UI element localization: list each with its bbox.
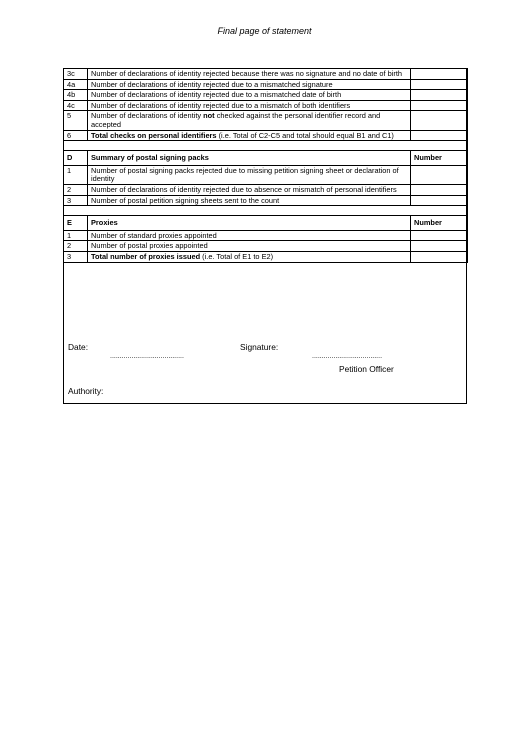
number-column-header: Number [411, 216, 468, 231]
date-label: Date: [68, 342, 89, 352]
page-title: Final page of statement [217, 26, 312, 36]
row-value [411, 100, 468, 111]
text-emphasis: not [203, 111, 215, 121]
authority-label: Authority: [68, 386, 104, 396]
table-row [64, 184, 468, 195]
row-value [411, 90, 468, 101]
section-title: Summary of postal signing packs [88, 151, 411, 166]
row-description [88, 251, 411, 262]
table-row [64, 241, 468, 252]
table-row [64, 251, 468, 262]
row-value [411, 195, 468, 206]
row-value [411, 79, 468, 90]
table-row [64, 130, 468, 141]
row-description: Number of declarations of identity rejected due to a mismatch of both identifiers [88, 100, 411, 111]
section-id: D [64, 151, 88, 166]
table-row [64, 100, 468, 111]
row-value [411, 130, 468, 141]
section-e-header [64, 216, 468, 231]
table-row [64, 69, 468, 80]
table-row [64, 111, 468, 130]
spacer-row [64, 141, 468, 151]
row-value [411, 111, 468, 130]
number-column-header: Number [411, 151, 468, 166]
row-value [411, 165, 468, 184]
row-description: Number of declarations of identity rejected due to a mismatched date of birth [88, 90, 411, 101]
text-part: Number of declarations of identity [91, 111, 204, 121]
row-id: 4b [64, 90, 88, 101]
row-description [88, 111, 411, 130]
row-id: 4c [64, 100, 88, 111]
text-emphasis: Total checks on personal identifiers [91, 130, 217, 140]
row-value [411, 241, 468, 252]
text-part: (i.e. Total of C2-C5 and total should equal B1 and C1) [216, 130, 394, 140]
row-description: Number of postal signing packs rejected due to missing petition signing sheet or declaration of identity [88, 165, 411, 184]
row-description: Number of postal proxies appointed [88, 241, 411, 252]
row-id: 2 [64, 184, 88, 195]
text-part: (i.e. Total of E1 to E2) [200, 251, 274, 261]
text-emphasis: Total number of proxies issued [91, 251, 201, 261]
spacer-row [64, 206, 468, 216]
row-value [411, 184, 468, 195]
signature-label: Signature: [240, 342, 279, 352]
row-value [411, 69, 468, 80]
row-id: 3 [64, 195, 88, 206]
row-description: Number of declarations of identity rejected because there was no signature and no date of birth [88, 69, 411, 80]
row-description [88, 130, 411, 141]
row-id: 2 [64, 241, 88, 252]
row-id: 3c [64, 69, 88, 80]
row-value [411, 230, 468, 241]
section-title: Proxies [88, 216, 411, 231]
row-value [411, 251, 468, 262]
row-id: 3 [64, 251, 88, 262]
row-description: Number of postal petition signing sheets sent to the count [88, 195, 411, 206]
row-id: 4a [64, 79, 88, 90]
table-row [64, 90, 468, 101]
table-row [64, 165, 468, 184]
row-id: 6 [64, 130, 88, 141]
date-line: ...................................... [110, 353, 184, 360]
table-row [64, 230, 468, 241]
table-row [64, 79, 468, 90]
section-d-header [64, 151, 468, 166]
section-id: E [64, 216, 88, 231]
officer-label: Petition Officer [339, 364, 394, 374]
row-id: 5 [64, 111, 88, 130]
row-description: Number of declarations of identity rejected due to absence or mismatch of personal identifiers [88, 184, 411, 195]
table-row [64, 195, 468, 206]
row-id: 1 [64, 230, 88, 241]
row-description: Number of declarations of identity rejected due to a mismatched signature [88, 79, 411, 90]
text-part: checked against the personal identifier record and accepted [91, 111, 381, 129]
statement-table [63, 68, 468, 263]
signature-line: .................................... [312, 353, 383, 360]
row-description: Number of standard proxies appointed [88, 230, 411, 241]
row-id: 1 [64, 165, 88, 184]
